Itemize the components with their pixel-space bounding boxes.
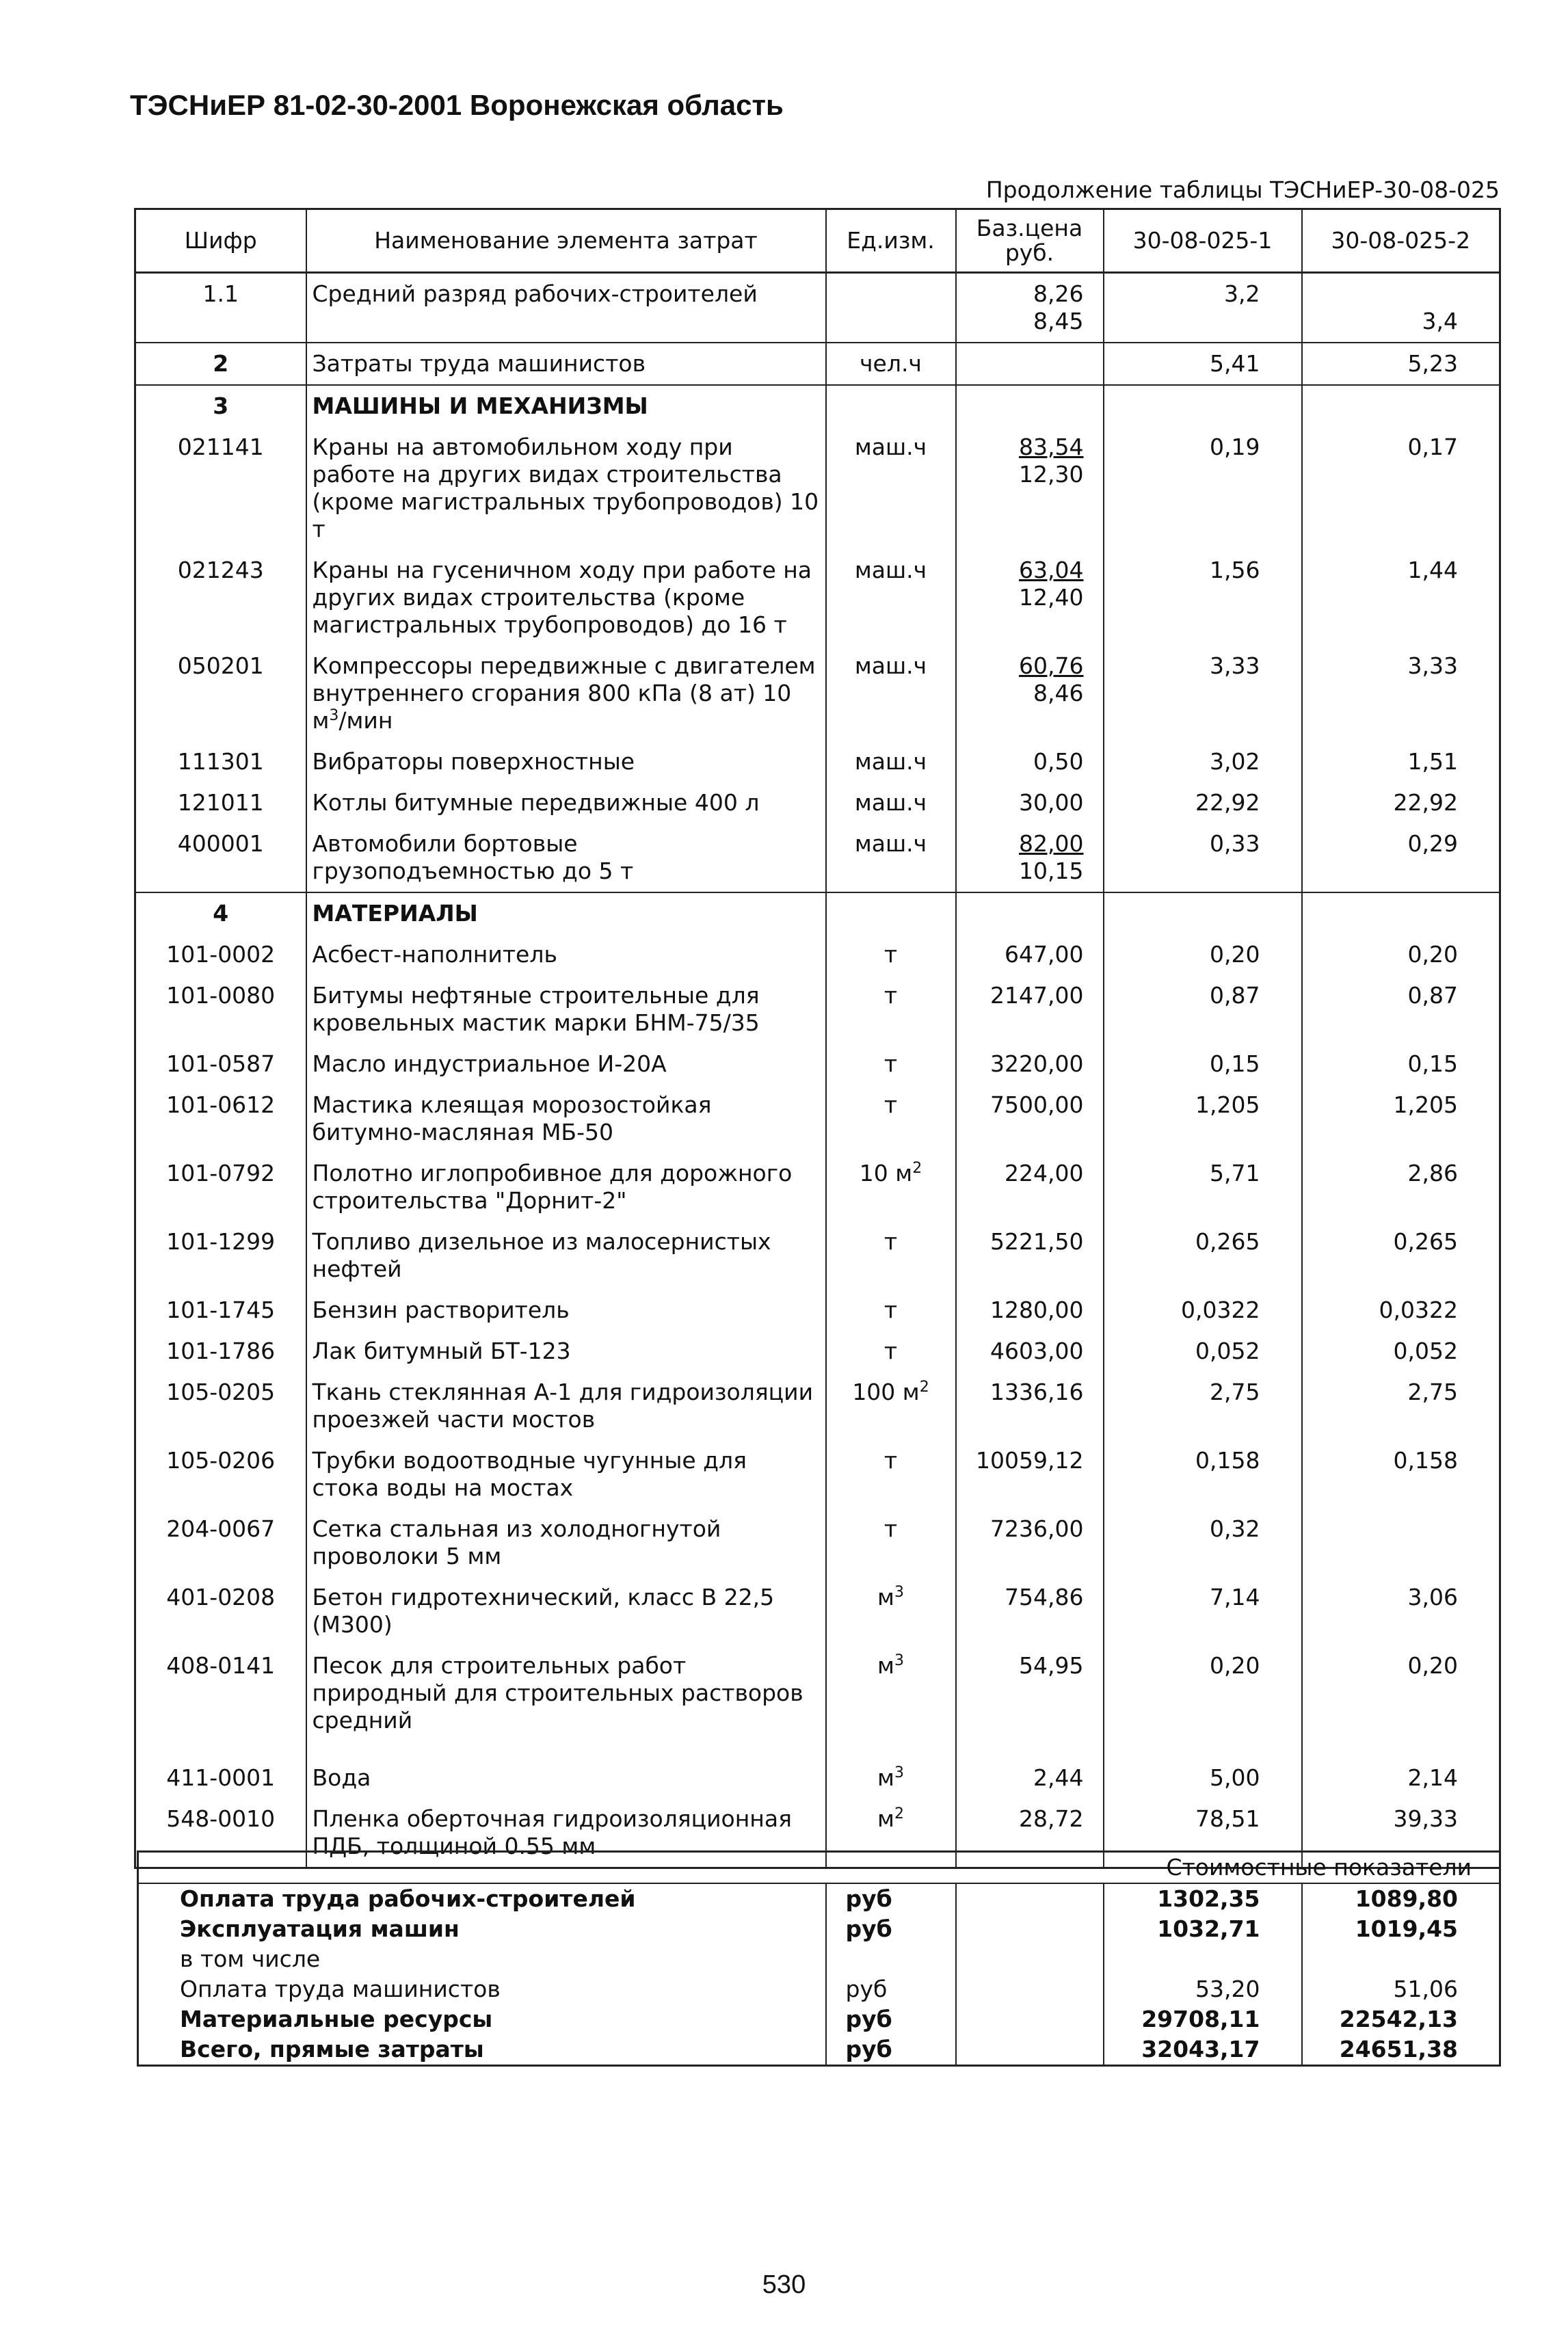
table-row: 101-1786 Лак битумный БТ-123 т 4603,00 0,052 0,052 <box>135 1331 1500 1372</box>
summary-row: Эксплуатация машин руб 1032,71 1019,45 <box>138 1914 1500 1944</box>
table-row: 101-0612 Мастика клеящая морозостойкая битумно-масляная МБ-50 т 7500,00 1,205 1,205 <box>135 1085 1500 1153</box>
cost-summary-table <box>137 1850 1501 2067</box>
table-row: 050201 Компрессоры передвижные с двигателем внутреннего сгорания 800 кПа (8 ат) 10 $м^3$/мин маш.ч 60,76 8,46 3,33 3,33 <box>135 646 1500 741</box>
table-row: 101-0080 Битумы нефтяные строительные для кровельных мастик марки БНМ-75/35 т 2147,00 0,87 0,87 <box>135 975 1500 1044</box>
document-title: ТЭСНиЕР 81-02-30-2001 Воронежская область <box>130 89 784 121</box>
table-continuation-caption: Продолжение таблицы ТЭСНиЕР-30-08-025 <box>985 176 1500 203</box>
header-code: Шифр <box>135 209 306 273</box>
table-row: 101-1745 Бензин растворитель т 1280,00 0,0322 0,0322 <box>135 1290 1500 1331</box>
table-row: 401-0208 Бетон гидротехнический, класс В 22,5 (М300) $м^3$ 754,86 7,14 3,06 <box>135 1577 1500 1645</box>
table-row: 101-1299 Топливо дизельное из малосернистых нефтей т 5221,50 0,265 0,265 <box>135 1221 1500 1290</box>
table-row: 101-0587 Масло индустриальное И-20А т 3220,00 0,15 0,15 <box>135 1044 1500 1085</box>
table-row: 411-0001 Вода $м^3$ 2,44 5,00 2,14 <box>135 1741 1500 1799</box>
header-variant-1: 30-08-025-1 <box>1104 209 1302 273</box>
summary-row: в том числе <box>138 1944 1500 1974</box>
header-variant-2: 30-08-025-2 <box>1302 209 1500 273</box>
table-row: 400001 Автомобили бортовые грузоподъемностью до 5 т маш.ч 82,00 10,15 0,33 0,29 <box>135 823 1500 892</box>
table-header-row <box>135 209 1500 273</box>
summary-row: Оплата труда рабочих-строителей руб 1302,35 1089,80 <box>138 1883 1500 1914</box>
section-header-materials: 4 МАТЕРИАЛЫ <box>135 892 1500 934</box>
summary-row: Материальные ресурсы руб 29708,11 22542,13 <box>138 2004 1500 2034</box>
section-header-machines: 3 МАШИНЫ И МЕХАНИЗМЫ <box>135 385 1500 427</box>
header-unit: Ед.изм. <box>826 209 956 273</box>
table-row: 105-0205 Ткань стеклянная А-1 для гидроизоляции проезжей части мостов 100 $м^2$ 1336,16 2,75 2,75 <box>135 1372 1500 1440</box>
summary-caption-row <box>138 1852 1500 1884</box>
table-row: 101-0002 Асбест-наполнитель т 647,00 0,20 0,20 <box>135 934 1500 975</box>
table-row: 021243 Краны на гусеничном ходу при работе на других видах строительства (кроме магистральных трубопроводов) до 16 т маш.ч 63,04 12,40 1,56 1,44 <box>135 550 1500 646</box>
summary-row: Всего, прямые затраты руб 32043,17 24651,38 <box>138 2034 1500 2066</box>
resource-table <box>134 208 1501 1869</box>
table-row: 121011 Котлы битумные передвижные 400 л маш.ч 30,00 22,92 22,92 <box>135 782 1500 823</box>
page-number: 530 <box>762 2270 806 2299</box>
table-row: 204-0067 Сетка стальная из холодногнутой проволоки 5 мм т 7236,00 0,32 <box>135 1509 1500 1577</box>
header-price: Баз.цена руб. <box>956 209 1104 273</box>
table-row: 408-0141 Песок для строительных работ природный для строительных растворов средний $м^3$ 54,95 0,20 0,20 <box>135 1645 1500 1741</box>
table-row: 101-0792 Полотно иглопробивное для дорожного строительства "Дорнит-2" 10 $м^2$ 224,00 5,71 2,86 <box>135 1153 1500 1221</box>
header-name: Наименование элемента затрат <box>306 209 826 273</box>
table-row: 105-0206 Трубки водоотводные чугунные для стока воды на мостах т 10059,12 0,158 0,158 <box>135 1440 1500 1509</box>
table-row: 111301 Вибраторы поверхностные маш.ч 0,50 3,02 1,51 <box>135 741 1500 782</box>
table-row: 021141 Краны на автомобильном ходу при работе на других видах строительства (кроме магистральных трубопроводов) 10 т маш.ч 83,54 12,30 0,19 0,17 <box>135 427 1500 550</box>
table-row: 548-0010 Пленка оберточная гидроизоляционная ПДБ, толщиной 0.55 мм $м^2$ 28,72 78,51 39,33 <box>135 1799 1500 1868</box>
summary-caption: Стоимостные показатели <box>138 1852 1500 1884</box>
table-row: 2 Затраты труда машинистов чел.ч 5,41 5,23 <box>135 343 1500 385</box>
summary-row: Оплата труда машинистов руб 53,20 51,06 <box>138 1974 1500 2004</box>
table-row: 1.1 Средний разряд рабочих-строителей 8,26 8,45 3,2 3,4 <box>135 273 1500 343</box>
